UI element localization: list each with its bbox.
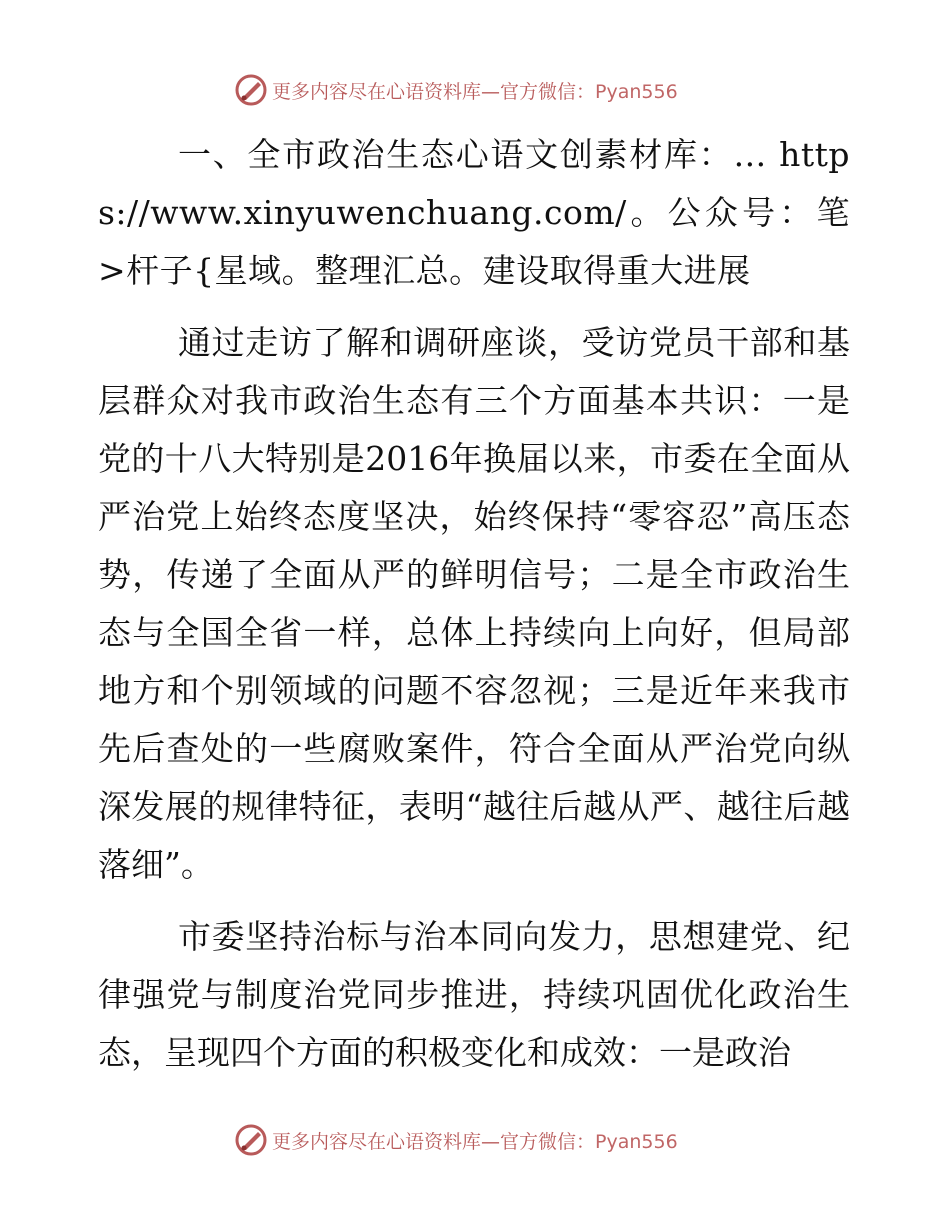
brush-logo-icon (234, 1123, 268, 1157)
footer-watermark (234, 1122, 754, 1158)
brush-logo-icon (234, 73, 268, 107)
section-heading: 一、全市政治生态心语文创素材库：… https://www.xinyuwenchuang.com/。公众号：笔>杆子{星域。整理汇总。建设取得重大进展 (98, 135, 850, 290)
paragraph: 通过走访了解和调研座谈，受访党员干部和基层群众对我市政治生态有三个方面基本共识：一是党的十八大特别是2016年换届以来，市委在全面从严治党上始终态度坚决，始终保持“零容忍”高压态势，传递了全面从严的鲜明信号；二是全市政治生态与全国全省一样，总体上持续向上向好，但局部地方和个别领域的问题不容忽视；三是近年来我市先后查处的一些腐败案件，符合全面从严治党向纵深发展的规律特征，表明“越往后越从严、越往后越落细”。 (98, 323, 850, 884)
paragraph: 市委坚持治标与治本同向发力，思想建党、纪律强党与制度治党同步推进，持续巩固优化政治生态，呈现四个方面的积极变化和成效：一是政治 (98, 917, 850, 1072)
header-watermark (234, 72, 754, 108)
wechat-id: Pyan556 (595, 80, 678, 103)
wechat-id: Pyan556 (595, 1130, 678, 1153)
document-body (98, 126, 850, 1082)
watermark-text: 更多内容尽在心语资料库—官方微信：Pyan556 (272, 80, 678, 103)
watermark-text: 更多内容尽在心语资料库—官方微信：Pyan556 (272, 1130, 678, 1153)
